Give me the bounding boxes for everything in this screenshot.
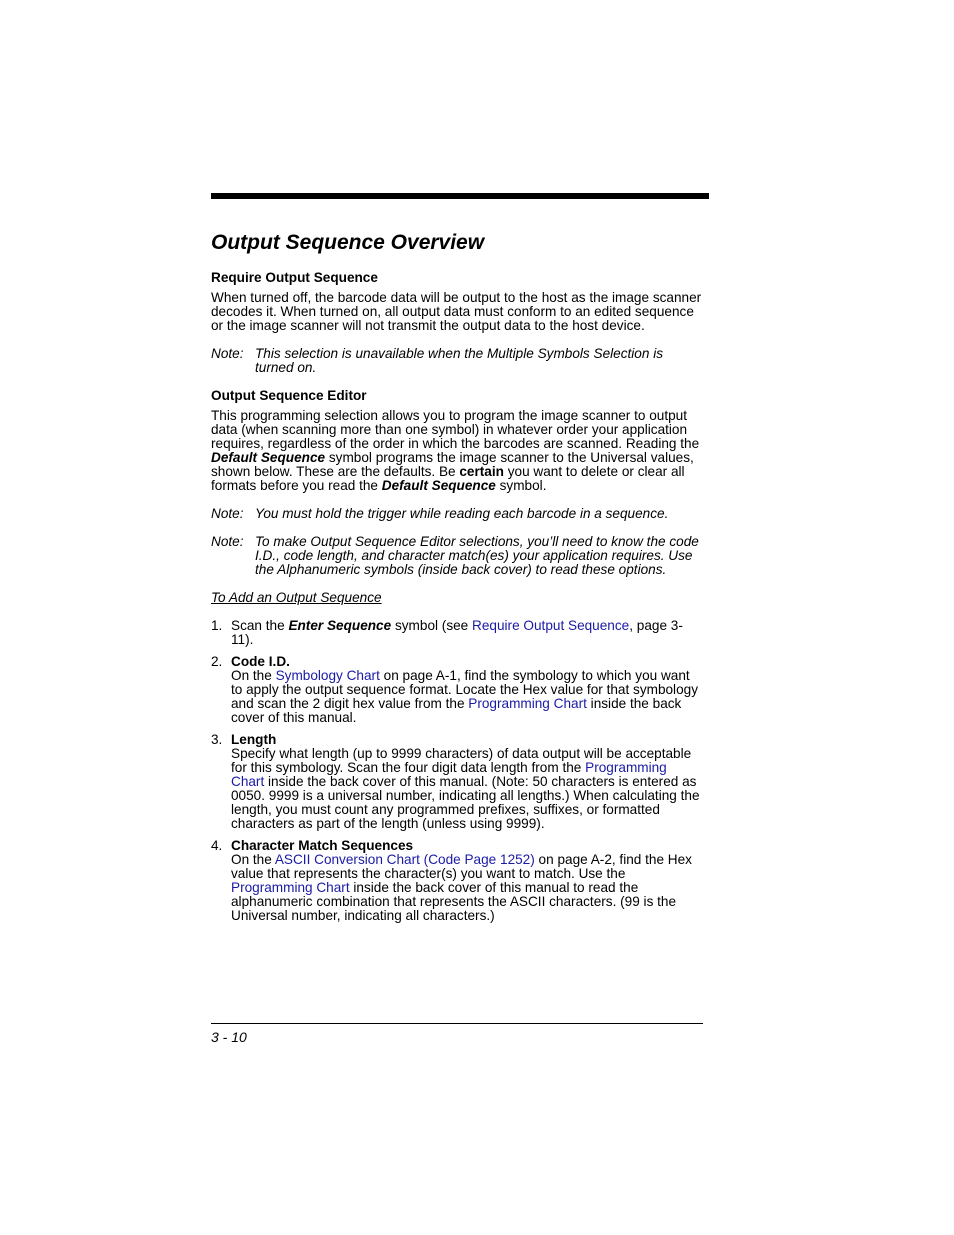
text-run: you want to delete or clear all formats before you read the [211,464,685,493]
note-multiple-symbols [211,347,703,375]
procedure-title: To Add an Output Sequence [211,590,382,605]
step-number: 1. [211,618,223,633]
require-output-sequence-paragraph: When turned off, the barcode data will be output to the host as the image scanner decodes it. When turned on, all output data must conform to an edited sequence or the image scanner will not transmit the output data to the host device. [211,290,702,333]
text-run: inside the back cover of this manual. [231,696,682,725]
text-run: inside the back cover of this manual to read the alphanumeric combination that represents the ASCII characters. (99 is the Universal number, indicating all characters.) [231,880,677,923]
page-content [211,229,703,923]
list-item [211,839,703,923]
step-heading: Length [231,732,277,747]
text-run: Scan the [231,618,289,633]
text-run: On the [231,852,275,867]
text-run: , page 3-11). [231,618,683,647]
list-item [211,619,703,647]
step-number: 2. [211,654,223,669]
section-heading-output-sequence-editor: Output Sequence Editor [211,388,367,403]
link-symbology-chart[interactable]: Symbology Chart [275,668,380,683]
step-heading: Code I.D. [231,654,290,669]
note-text: To make Output Sequence Editor selections, you’ll need to know the code I.D., code length, and character match(es) your application requires. Use the Alphanumeric symbols (inside back cover) to read these options. [255,534,699,577]
bottom-rule [211,1023,703,1024]
step-number: 3. [211,732,223,747]
note-text: This selection is unavailable when the Multiple Symbols Selection is turned on. [255,346,664,375]
steps-list [211,619,703,923]
text-run: symbol. [495,478,547,493]
text-run: symbol (see [391,618,473,633]
step-body [231,619,703,647]
page-title: Output Sequence Overview [211,231,485,254]
note-text: You must hold the trigger while reading each barcode in a sequence. [255,506,669,521]
step-body [231,655,703,725]
link-programming-chart[interactable]: Programming Chart [231,760,667,789]
note-hold-trigger [211,507,703,521]
text-run: inside the back cover of this manual. (Note: 50 characters is entered as 0050. 9999 is a universal number, indicating all lengths.) When calculating the length, you must count any programmed prefixes, suffixes, or formatted characters as part of the length (unless using 9999). [231,774,700,831]
text-run: symbol programs the image scanner to the Universal values, shown below. These are the defaults. Be [211,450,694,479]
output-sequence-editor-paragraph [211,409,703,493]
note-label: Note: [211,534,244,549]
link-ascii-conversion-chart[interactable]: ASCII Conversion Chart (Code Page 1252) [274,852,535,867]
step-body [231,733,703,831]
note-label: Note: [211,346,244,361]
section-heading-require-output-sequence: Require Output Sequence [211,270,378,285]
step-number: 4. [211,838,223,853]
page-number: 3 - 10 [211,1029,247,1045]
emphasis-certain: certain [459,464,504,479]
list-item [211,655,703,725]
link-require-output-sequence[interactable]: Require Output Sequence [472,618,630,633]
emphasis-enter-sequence: Enter Sequence [288,618,392,633]
text-run: on page A-2, find the Hex value that represents the character(s) you want to match. Use the [231,852,692,881]
emphasis-default-sequence: Default Sequence [381,478,496,493]
note-label: Note: [211,506,244,521]
text-run: This programming selection allows you to program the image scanner to output data (when scanning more than one symbol) in whatever order your application requires, regardless of the order in which the barcodes are scanned. Reading the [211,408,700,451]
list-item [211,733,703,831]
text-run: On the [231,668,276,683]
step-body [231,839,703,923]
note-editor-selections [211,535,703,577]
link-programming-chart[interactable]: Programming Chart [231,880,350,895]
top-rule [211,193,709,199]
text-run: Specify what length (up to 9999 characters) of data output will be acceptable for this symbology. Scan the four digit data length from the [231,746,692,775]
step-heading: Character Match Sequences [231,838,414,853]
emphasis-default-sequence: Default Sequence [211,450,326,465]
link-programming-chart[interactable]: Programming Chart [468,696,587,711]
text-run: on page A-1, find the symbology to which you want to apply the output sequence format. Locate the Hex value for that symbology and scan the 2 digit hex value from the [231,668,698,711]
